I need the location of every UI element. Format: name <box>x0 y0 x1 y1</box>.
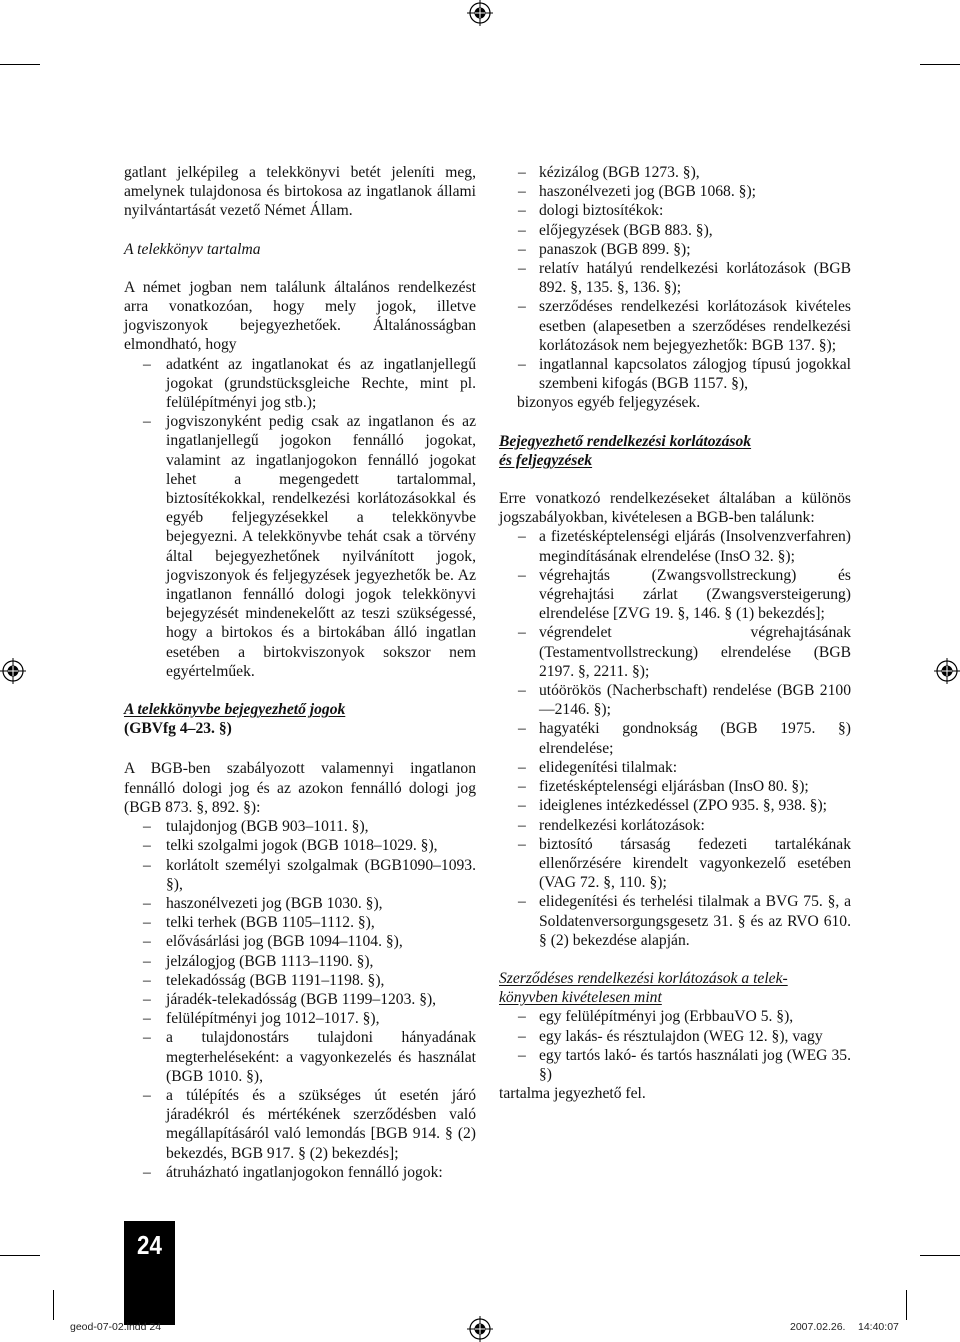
rights-paragraph: A BGB-ben szabályozott valamennyi ingatlanon fennálló dologi jog és az azokon fennálló dologi jog (BGB 873. §, 892. §): <box>124 760 476 816</box>
list-item: – ingatlannal kapcsolatos zálogjog típusú jogokkal szembeni kifogás (BGB 1157. §), <box>499 355 851 393</box>
list-item: – elővásárlási jog (BGB 1094–1104. §), <box>124 932 476 951</box>
secured-rights-list <box>499 163 851 393</box>
list-item: – telki terhek (BGB 1105–1112. §), <box>124 913 476 932</box>
content-list <box>124 355 476 681</box>
list-item: – rendelkezési korlátozások: <box>499 816 851 835</box>
list-item: – egy tartós lakó- és tartós használati jog (WEG 35. §) <box>499 1046 851 1084</box>
list-item: – jelzálogjog (BGB 1113–1190. §), <box>124 952 476 971</box>
heading-limits-line1: Bejegyezhető rendelkezési korlátozások <box>499 432 752 450</box>
list-item: – fizetésképtelenségi eljárásban (InsO 80. §); <box>499 777 851 796</box>
footer-date: 2007.02.26. <box>790 1321 846 1333</box>
list-item: – a tulajdonostárs tulajdoni hányadának megterheléseként: a vagyonkezelés és használat (BGB 1010. §), <box>124 1028 476 1086</box>
rights-list <box>124 817 476 1182</box>
trim-mark <box>0 64 40 65</box>
list-item: – felülépítményi jog 1012–1017. §), <box>124 1009 476 1028</box>
list-item: – haszonélvezeti jog (BGB 1030. §), <box>124 894 476 913</box>
heading-contract-line2: könyvben kivételesen mint <box>499 989 662 1007</box>
list-item: – haszonélvezeti jog (BGB 1068. §); <box>499 182 851 201</box>
list-item: – járadék-telekadósság (BGB 1199–1203. §), <box>124 990 476 1009</box>
footer-time: 14:40:07 <box>858 1321 899 1333</box>
registration-mark-icon <box>0 658 26 684</box>
registration-mark-icon <box>467 1316 493 1342</box>
right-column <box>499 163 851 1103</box>
list-item: – átruházható ingatlanjogokon fennálló jogok: <box>124 1163 476 1182</box>
left-column <box>124 163 476 1182</box>
list-item: – relatív hatályú rendelkezési korlátozások (BGB 892. §, 135. §, 136. §); <box>499 259 851 297</box>
list-item: – végrehajtás (Zwangsvollstreckung) és végrehajtási zárlat (Zwangsversteigerung) elrendelése [ZVG 19. §, 146. § (1) bekezdés]; <box>499 566 851 624</box>
trim-mark <box>920 64 960 65</box>
content-paragraph: A német jogban nem találunk általános rendelkezést arra vonatkozóan, hogy mely jogok, illetve jogviszonyok bejegyezhetőek. Általánosságban elmondható, hogy <box>124 278 476 354</box>
trim-mark <box>906 1290 907 1320</box>
heading-contract-line1: Szerződéses rendelkezési korlátozások a telek- <box>499 969 788 987</box>
list-item: – tulajdonjog (BGB 903–1011. §), <box>124 817 476 836</box>
list-item: – ideiglenes intézkedéssel (ZPO 935. §, 938. §); <box>499 796 851 815</box>
list-item: – végrendelet végrehajtásának (Testamentvollstreckung) elrendelése (BGB 2197. §, 2211. §); <box>499 623 851 681</box>
limits-paragraph: Erre vonatkozó rendelkezéseket általában a különös jogszabályokban, kivételesen a BGB-ben találunk: <box>499 490 851 527</box>
trim-mark <box>920 1255 960 1256</box>
list-item: – adatként az ingatlanokat és az ingatlanjellegű jogokat (grundstücksgleiche Rechte, mint pl. felülépítményi jog stb.); <box>124 355 476 413</box>
trim-mark <box>0 1255 40 1256</box>
contract-tail: tartalma jegyezhető fel. <box>499 1085 646 1103</box>
heading-rights-line2: (GBVfg 4–23. §) <box>124 720 232 738</box>
registration-mark-icon <box>934 658 960 684</box>
page-number: 24 <box>137 1230 162 1260</box>
heading-contract <box>499 969 851 1007</box>
list-item: – a fizetésképtelenségi eljárás (Insolvenzverfahren) megindításának elrendelése (InsO 32. §); <box>499 527 851 565</box>
list-item: – utóörökös (Nacherbschaft) rendelése (BGB 2100—2146. §); <box>499 681 851 719</box>
list-item: – telki szolgalmi jogok (BGB 1018–1029. §), <box>124 836 476 855</box>
contract-list <box>499 1007 851 1084</box>
registration-mark-icon <box>467 0 493 26</box>
heading-rights <box>124 700 476 738</box>
list-item: – dologi biztosítékok: <box>499 201 851 220</box>
list-tail: bizonyos egyéb feljegyzések. <box>517 394 701 412</box>
heading-limits <box>499 432 851 470</box>
list-item: – elidegenítési tilalmak: <box>499 758 851 777</box>
list-item: – egy felülépítményi jog (ErbbauVO 5. §), <box>499 1007 851 1026</box>
list-item: – a túlépítés és a szükséges út esetén járó járadékról és mértékének szerződésben való megállapításáról való lemondás [BGB 914. § (2) bekezdés, BGB 917. § (2) bekezdés]; <box>124 1086 476 1163</box>
limits-list <box>499 527 851 949</box>
list-item: – kézizálog (BGB 1273. §), <box>499 163 851 182</box>
footer-file: geod-07-02.indd 24 <box>70 1321 162 1333</box>
list-item: – elidegenítési és terhelési tilalmak a BVG 75. §, a Soldatenversorgungsgesetz 31. § és az RVO 610. § (2) bekezdése alapján. <box>499 892 851 950</box>
list-item: – korlátolt személyi szolgalmak (BGB1090–1093. §), <box>124 856 476 894</box>
list-item: – szerződéses rendelkezési korlátozások kivételes esetben (alapesetben a szerződéses rendelkezési korlátozások nem bejegyezhetők: BGB 137. §); <box>499 297 851 355</box>
heading-rights-line1: A telekkönyvbe bejegyezhető jogok <box>124 701 346 719</box>
list-item: – panaszok (BGB 899. §); <box>499 240 851 259</box>
list-item: – telekadósság (BGB 1191–1198. §), <box>124 971 476 990</box>
intro-paragraph: gatlant jelképileg a telekkönyvi betét jeleníti meg, amelynek tulajdonosa és birtokosa az ingatlanok állami nyilvántartását vezető Német Állam. <box>124 164 476 220</box>
heading-content: A telekkönyv tartalma <box>124 240 261 258</box>
heading-limits-line2: és feljegyzések <box>499 451 593 469</box>
list-item: – biztosító társaság fedezeti tartalékának ellenőrzésére kirendelt vagyonkezelő esetében (VAG 72. §, 110. §); <box>499 835 851 893</box>
list-item: – előjegyzések (BGB 883. §), <box>499 221 851 240</box>
list-item: – egy lakás- és résztulajdon (WEG 12. §), vagy <box>499 1027 851 1046</box>
list-item: – jogviszonyként pedig csak az ingatlanon és az ingatlanjellegű jogokon fennálló jogokat, valamint az ingatlanjogokon fennálló jogokat lehet a megengedett tartalommal, biztosítékokkal, rendelkezési korlátozásokkal és egyéb feljegyzésekkel a telekkönyvbe bejegyezni. A telekkönyvbe tehát csak a törvény által bejegyezhetőnek nyilvánított jogok, jogviszonyok és feljegyzések jegyezhetők be. Az ingatlanon fennálló dologi jogok telekkönyvi bejegyzését mindenekelőtt az teszi szükségessé, hogy a birtokos és a birtokában álló ingatlan esetében a birtokviszonyok sokszor nem egyértelműek. <box>124 412 476 681</box>
list-item: – hagyatéki gondnokság (BGB 1975. §) elrendelése; <box>499 719 851 757</box>
trim-mark <box>53 1290 54 1320</box>
